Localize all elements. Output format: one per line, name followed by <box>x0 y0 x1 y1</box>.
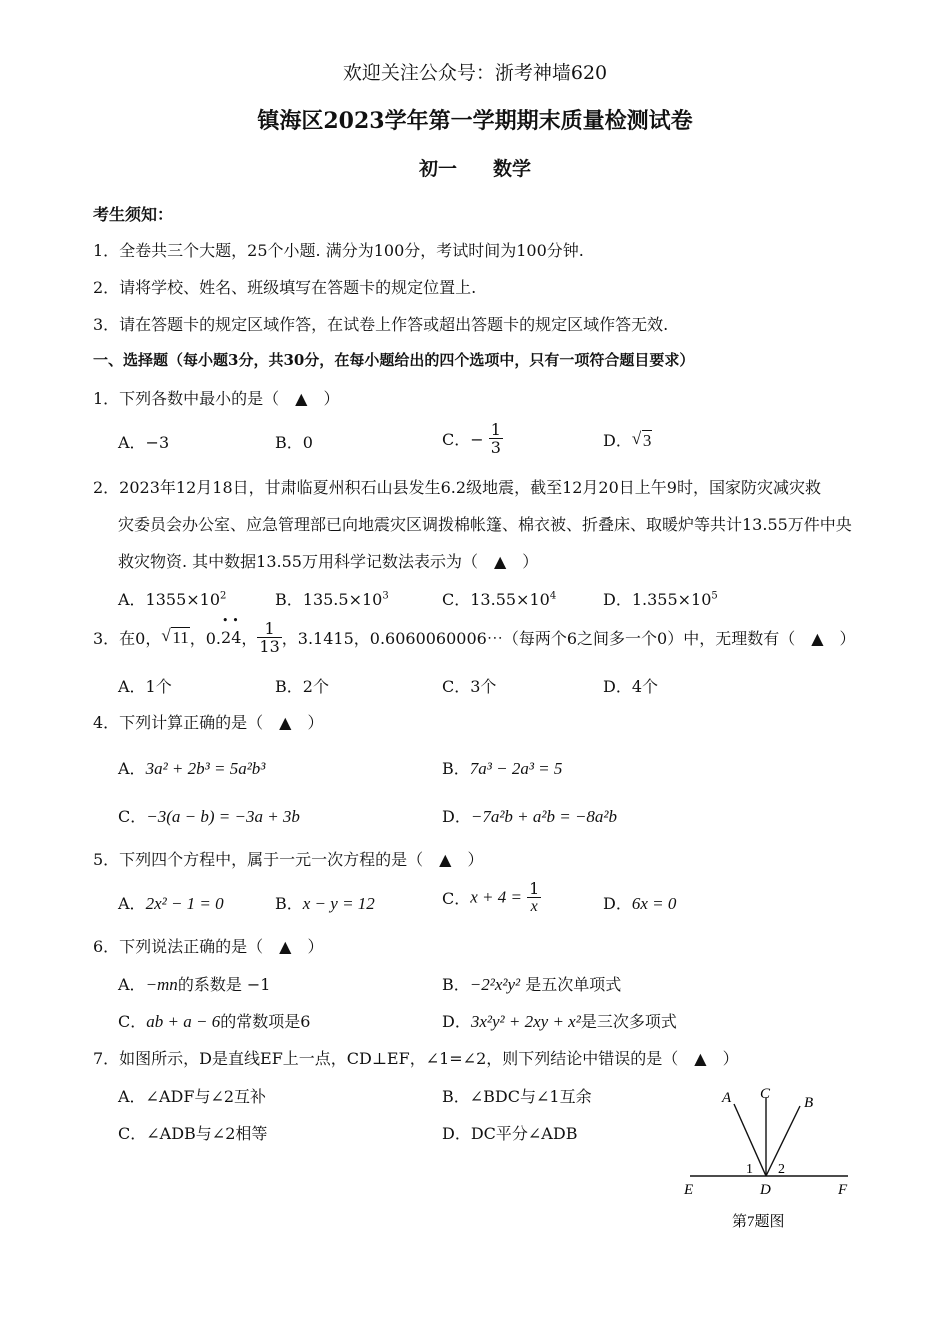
question-7-stem: 7．如图所示，D是直线EF上一点，CD⊥EF，∠1=∠2，则下列结论中错误的是（ ▲ ） <box>93 1049 739 1068</box>
section-heading: 一、选择题（每小题3分，共30分，在每小题给出的四个选项中，只有一项符合题目要求） <box>93 351 695 369</box>
question-6-stem: 6．下列说法正确的是（ ▲ ） <box>93 937 324 956</box>
question-2-line-2: 灾委员会办公室、应急管理部已向地震灾区调拨棉帐篷、棉衣被、折叠床、取暖炉等共计13.55万件中央 <box>118 515 852 534</box>
q1-option-d: D． √ 3 <box>603 429 652 450</box>
label-a: A <box>722 1090 732 1106</box>
figure-caption: 第7题图 <box>732 1214 785 1230</box>
q4-option-c: C．−3(a − b) = −3a + 3b <box>118 807 300 826</box>
q6-option-c: C．ab + a − 6的常数项是6 <box>118 1012 311 1031</box>
q4-option-d: D．−7a²b + a²b = −8a²b <box>442 807 618 826</box>
q5-option-a: A．2x² − 1 = 0 <box>118 894 224 913</box>
q1-option-b: B．0 <box>275 433 313 452</box>
q5-option-b: B．x − y = 12 <box>275 894 375 913</box>
subject-label: 数学 <box>493 158 532 180</box>
grade-label: 初一 <box>418 158 457 180</box>
exam-subtitle <box>0 154 950 181</box>
label-c: C <box>760 1086 771 1102</box>
q4-option-a: A．3a² + 2b³ = 5a²b³ <box>118 759 266 778</box>
q4-option-b: B．7a³ − 2a³ = 5 <box>442 759 563 778</box>
label-b: B <box>804 1095 814 1111</box>
q6-option-a: A．−mn的系数是 −1 <box>118 975 271 994</box>
question-4-stem: 4．下列计算正确的是（ ▲ ） <box>93 713 324 732</box>
question-5-stem: 5．下列四个方程中，属于一元一次方程的是（ ▲ ） <box>93 850 484 869</box>
q5-option-c: C．x + 4 = $\frac{1}{x}$ <box>442 879 540 915</box>
q3-option-d: D．4个 <box>603 677 659 696</box>
q3-option-c: C．3个 <box>442 677 497 696</box>
q7-option-d: D．DC平分∠ADB <box>442 1124 578 1143</box>
label-d: D <box>760 1182 771 1198</box>
question-3-stem: 3．在0， √ 11，0.• 2• 4， $\frac{1}{13}$ ，3.1415，0.6060060006⋯（每两个6之间多一个0）中，无理数有（ ▲ ） <box>93 620 856 655</box>
label-angle-1: 1 <box>746 1162 753 1177</box>
q5-option-d: D．6x = 0 <box>603 894 677 913</box>
notice-item-3: 3．请在答题卡的规定区域作答，在试卷上作答或超出答题卡的规定区域作答无效. <box>93 315 669 334</box>
q2-option-c: C．$13.55\times 10^4$ <box>442 590 557 609</box>
q7-figure <box>670 1080 870 1240</box>
q3-option-a: A．1个 <box>118 677 172 696</box>
q2-option-d: D．$1.355\times 10^5$ <box>603 590 718 609</box>
page-header: 欢迎关注公众号：浙考神墙620 <box>342 62 608 84</box>
q6-option-b: B．−2²x²y² 是五次单项式 <box>442 975 622 994</box>
question-2-line-1: 2．2023年12月18日，甘肃临夏州积石山县发生6.2级地震，截至12月20日上午9时，国家防灾减灾救 <box>93 478 821 497</box>
q1-option-c: C．− $\frac{1}{3}$ <box>442 420 501 457</box>
q7-option-a: A．∠ADF与∠2互补 <box>118 1087 267 1106</box>
q2-option-a: A．$1355\times 10^2$ <box>118 590 227 609</box>
question-1-stem: 1．下列各数中最小的是（ ▲ ） <box>93 389 340 408</box>
notice-item-2: 2．请将学校、姓名、班级填写在答题卡的规定位置上. <box>93 278 477 297</box>
label-f: F <box>838 1182 848 1198</box>
q1-option-a: A．−3 <box>118 433 170 452</box>
q7-option-b: B．∠BDC与∠1互余 <box>442 1087 592 1106</box>
q7-option-c: C．∠ADB与∠2相等 <box>118 1124 268 1143</box>
notice-item-1: 1．全卷共三个大题，25个小题. 满分为100分，考试时间为100分钟. <box>93 241 584 260</box>
label-e: E <box>684 1182 694 1198</box>
label-angle-2: 2 <box>778 1162 785 1177</box>
notice-heading: 考生须知： <box>93 205 174 224</box>
question-2-line-3: 救灾物资. 其中数据13.55万用科学记数法表示为（ ▲ ） <box>118 552 539 571</box>
exam-title: 镇海区2023学年第一学期期末质量检测试卷 <box>257 108 693 134</box>
q2-option-b: B．$135.5\times 10^3$ <box>275 590 389 609</box>
q3-option-b: B．2个 <box>275 677 329 696</box>
q6-option-d: D．3x²y² + 2xy + x²是三次多项式 <box>442 1012 677 1031</box>
